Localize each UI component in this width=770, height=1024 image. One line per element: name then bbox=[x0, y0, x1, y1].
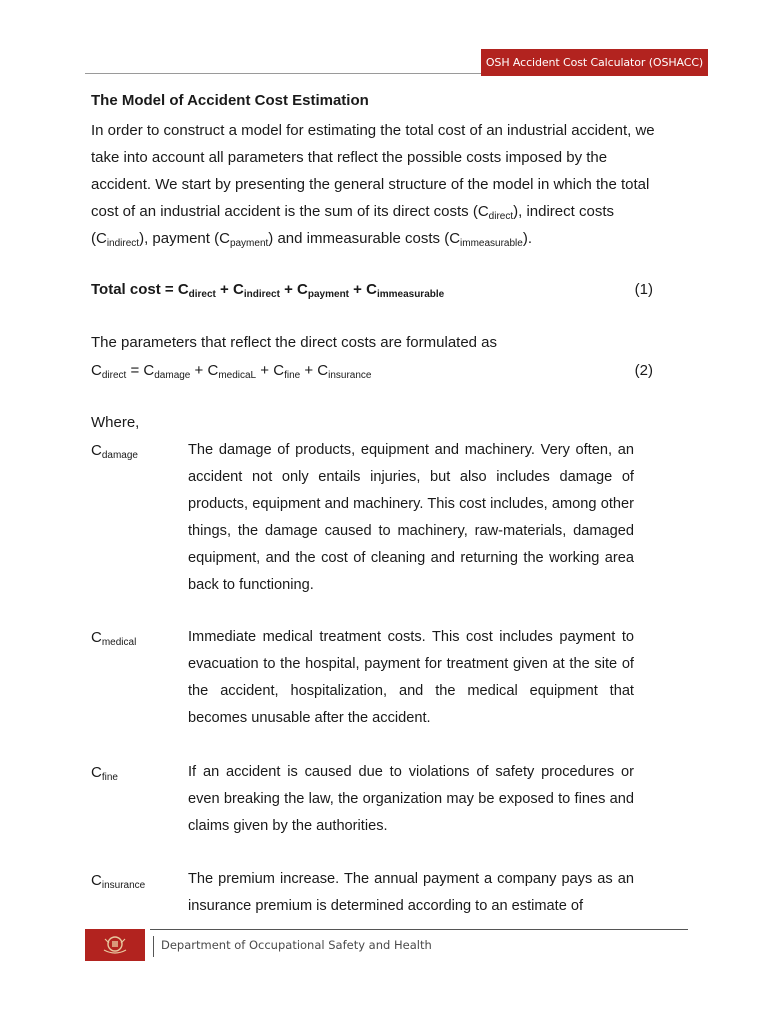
footer-divider bbox=[153, 936, 154, 957]
term-c-damage: $C_{damage}$ bbox=[91, 442, 138, 461]
crest-icon bbox=[85, 929, 145, 961]
section-heading: The Model of Accident Cost Estimation bbox=[91, 92, 369, 109]
total-cost-equation: Total $\cos t = C_{direct} + C_{indirect} + C_{payment} + C_{immeasurable}$ (1) bbox=[91, 281, 653, 300]
header-rule bbox=[85, 73, 481, 74]
term-c-medical: $C_{medical}$ bbox=[91, 629, 137, 648]
footer-department: Department of Occupational Safety and Health bbox=[161, 938, 432, 952]
definition-medical: Immediate medical treatment costs. This cost includes payment to evacuation to the hospital, payment for treatment given at the site of the accident, hospitalization, and the medical equipment that becomes unusable after the accident. bbox=[188, 629, 634, 726]
footer-rule bbox=[150, 929, 688, 930]
equation-number-1: (1) bbox=[634, 281, 653, 298]
definition-fine: If an accident is caused due to violations of safety procedures or even breaking the law, the organization may be exposed to fines and claims given by the authorities. bbox=[188, 764, 634, 834]
definition-damage: The damage of products, equipment and machinery. Very often, an accident not only entails injuries, but also includes damage of products, equipment and machinery. This cost includes, among other things, the damage caused to machinery, raw-materials, damaged equipment, and the cost of cleaning and returning the working area back to functioning. bbox=[188, 442, 634, 593]
intro-paragraph: In order to construct a model for estimating the total cost of an industrial accident, we take into account all parameters that reflect the possible costs imposed by the accident. We start by presenting the general structure of the model in which the total cost of an industrial accident is the sum of its direct costs $(C_{direct})$, indirect costs $(C_{indirect})$, payment $(C_{payment})$ and immeasurable costs $(C_{immeasurable})$. bbox=[91, 122, 655, 249]
definition-insurance: The premium increase. The annual payment a company pays as an insurance premium is determined according to an estimate of bbox=[188, 871, 634, 914]
direct-costs-intro: The parameters that reflect the direct costs are formulated as bbox=[91, 334, 498, 351]
header-title-tag: OSH Accident Cost Calculator (OSHACC) bbox=[481, 49, 708, 76]
equation-number-2: (2) bbox=[634, 362, 653, 379]
dosh-crest-logo bbox=[85, 929, 145, 961]
direct-cost-equation: $C_{direct} = C_{damage} + C_{medicaL} + C_{fine} + C_{insurance}$ (2) bbox=[91, 362, 653, 381]
term-c-insurance: $C_{insurance}$ bbox=[91, 872, 146, 891]
where-label: Where, bbox=[91, 414, 140, 431]
term-c-fine: $C_{fine}$ bbox=[91, 764, 118, 783]
